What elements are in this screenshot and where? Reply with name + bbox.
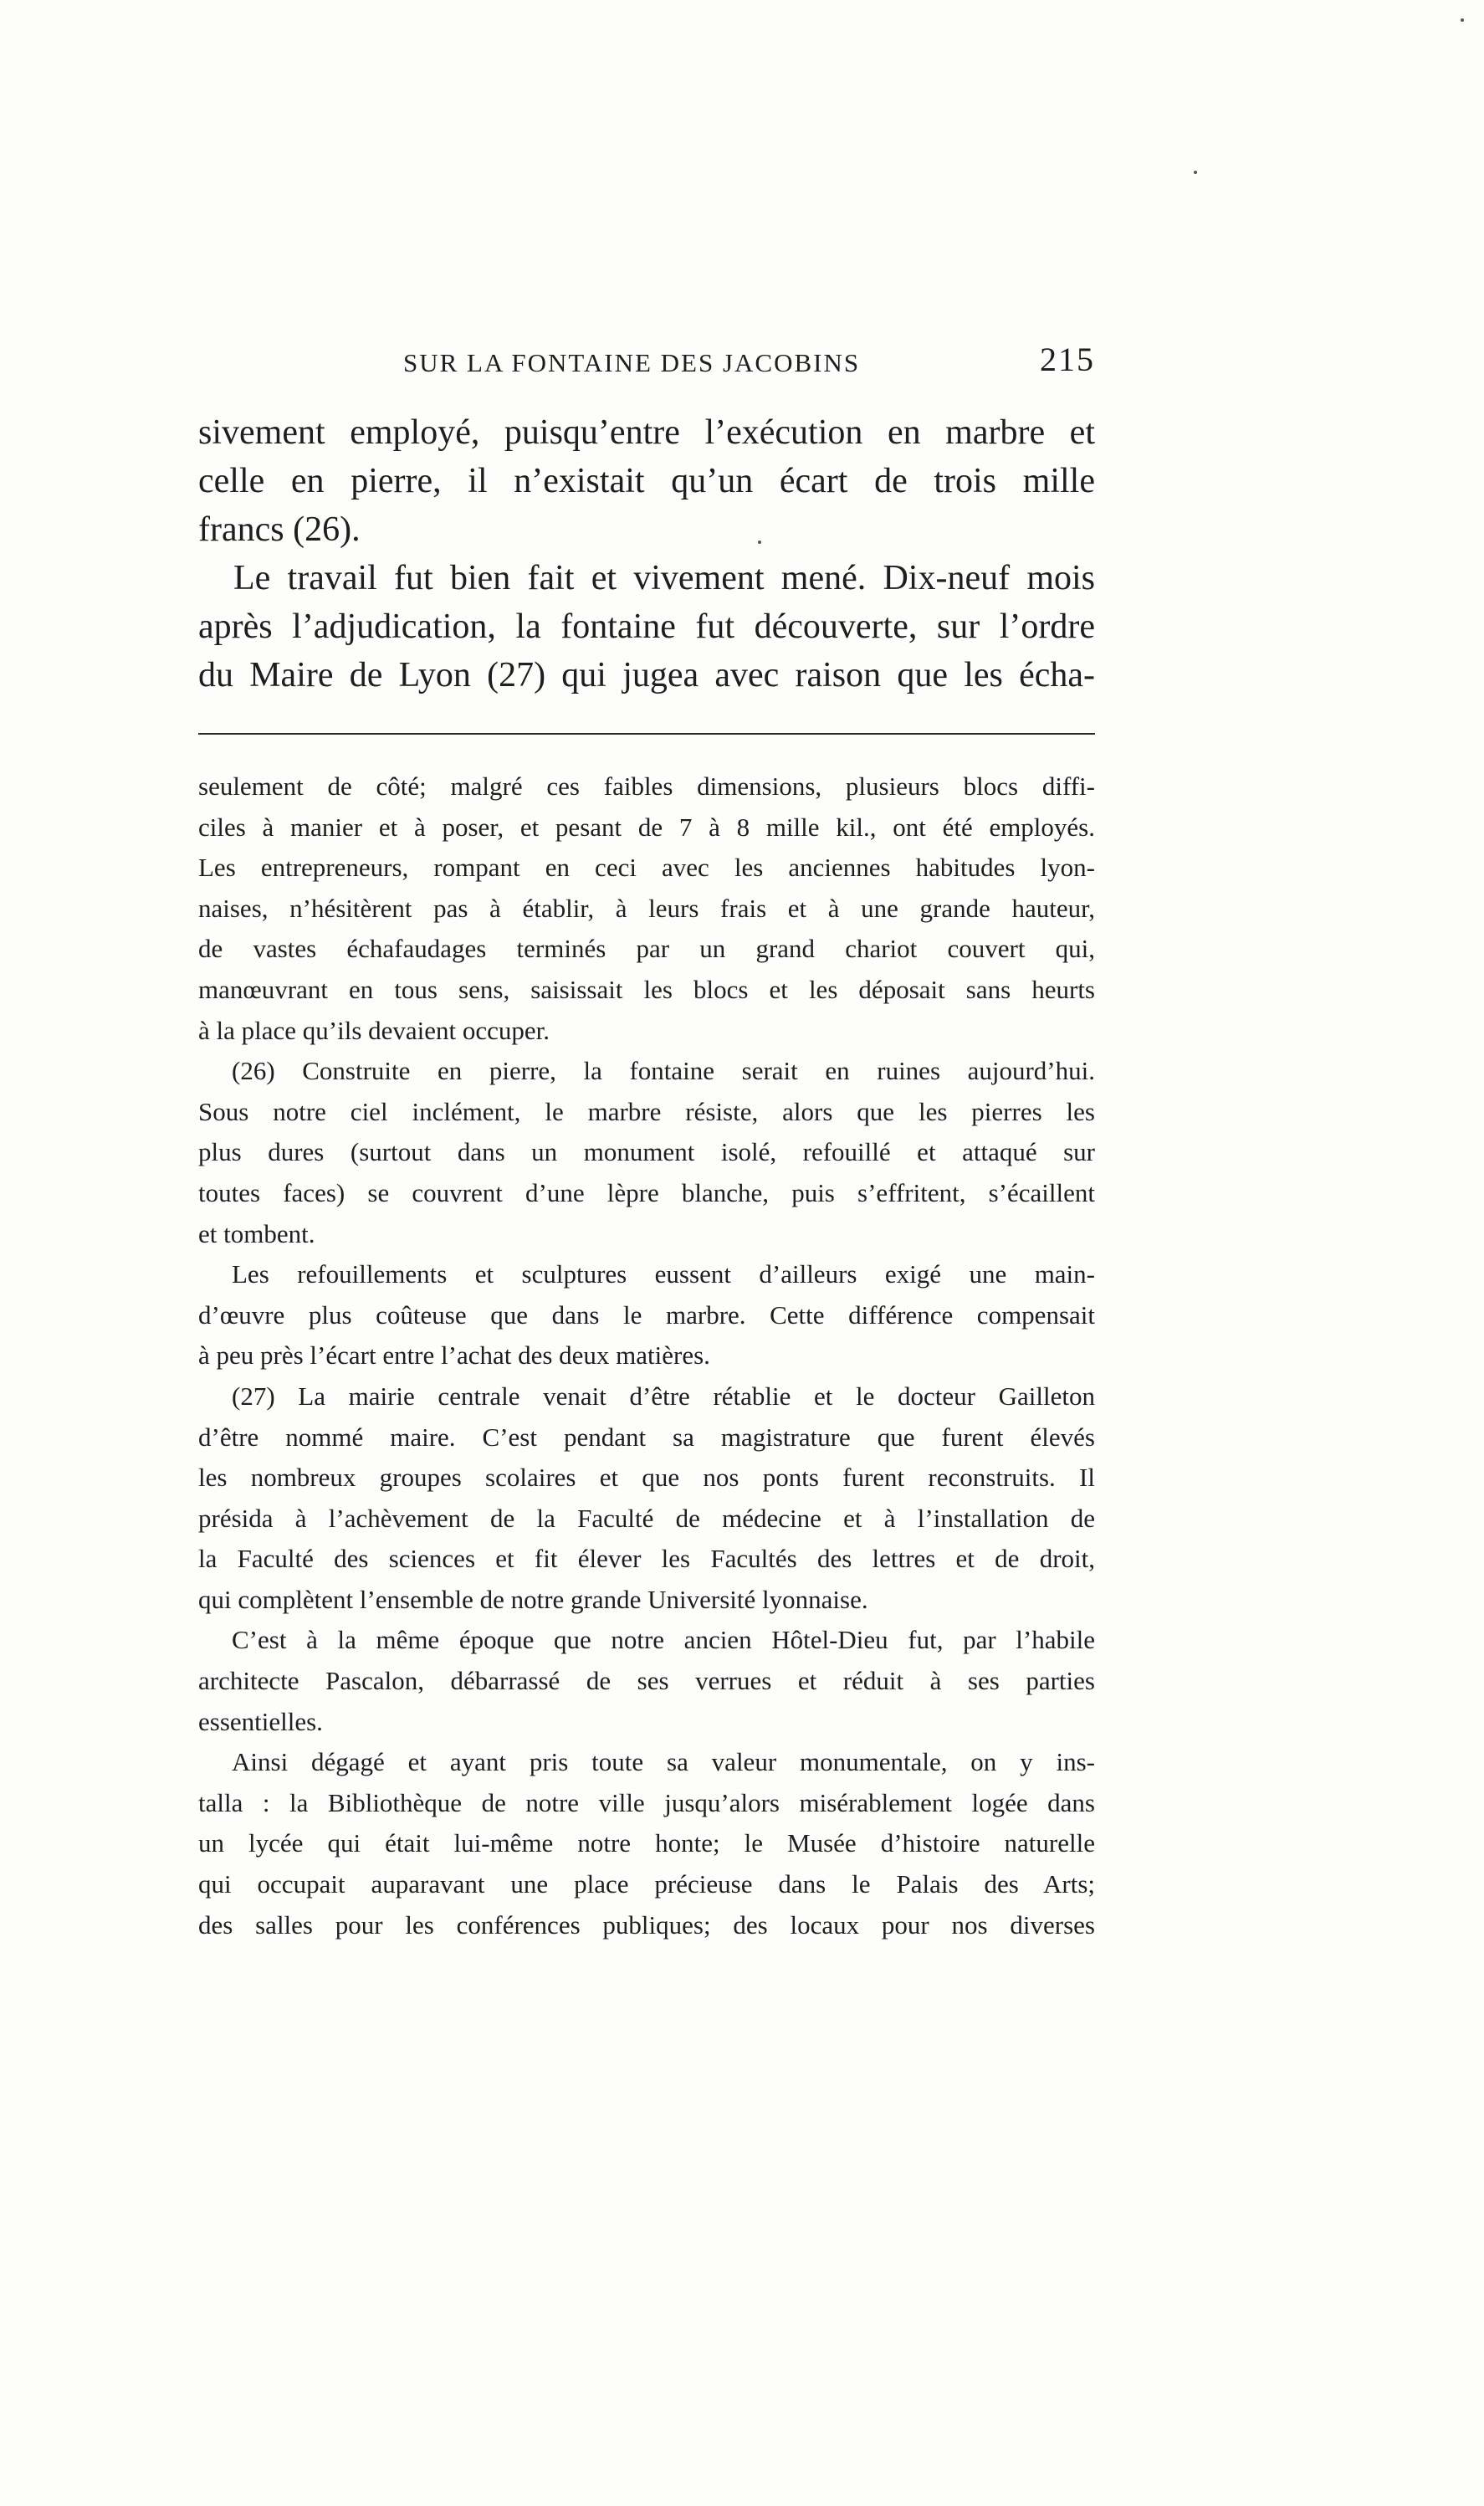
footnote-line: les nombreux groupes scolaires et que nos ponts furent reconstruits. Il (198, 1463, 1095, 1493)
text-line: sivement employé, puisqu’entre l’exécution en marbre et (198, 413, 1095, 452)
footnote-line: qui complètent l’ensemble de notre grande Université lyonnaise. (198, 1584, 868, 1614)
footnote-separator (198, 733, 1095, 735)
footnote-line: à peu près l’écart entre l’achat des deux matières. (198, 1340, 710, 1371)
footnotes (198, 766, 1095, 1945)
paper-speck (1461, 18, 1464, 22)
footnote-line: la Faculté des sciences et fit élever les Facultés des lettres et de droit, (198, 1544, 1095, 1574)
footnote-line: manœuvrant en tous sens, saisissait les blocs et les déposait sans heurts (198, 974, 1095, 1004)
footnote-line: ciles à manier et à poser, et pesant de 7 à 8 mille kil., ont été employés. (198, 812, 1095, 842)
text-line: du Maire de Lyon (27) qui jugea avec raison que les écha- (198, 656, 1095, 694)
running-title: SUR LA FONTAINE DES JACOBINS (403, 348, 861, 377)
footnote-line: un lycée qui était lui-même notre honte; le Musée d’histoire naturelle (198, 1828, 1095, 1858)
footnote-line: Les refouillements et sculptures eussent d’ailleurs exigé une main- (232, 1259, 1095, 1289)
footnote-line: et tombent. (198, 1218, 315, 1248)
text-line: Le travail fut bien fait et vivement mené. Dix-neuf mois (233, 559, 1095, 597)
text-line: francs (26). (198, 510, 361, 549)
text-line: après l’adjudication, la fontaine fut découverte, sur l’ordre (198, 607, 1095, 646)
footnote-line: architecte Pascalon, débarrassé de ses verrues et réduit à ses parties (198, 1666, 1095, 1696)
text-line: celle en pierre, il n’existait qu’un écart de trois mille (198, 462, 1095, 500)
footnote-line: de vastes échafaudages terminés par un grand chariot couvert qui, (198, 934, 1095, 964)
footnote-line: seulement de côté; malgré ces faibles dimensions, plusieurs blocs diffi- (198, 771, 1095, 801)
footnote-line: C’est à la même époque que notre ancien Hôtel-Dieu fut, par l’habile (232, 1625, 1095, 1655)
footnote-line: des salles pour les conférences publiques; des locaux pour nos diverses (198, 1909, 1095, 1940)
footnote-line: d’être nommé maire. C’est pendant sa magistrature que furent élevés (198, 1422, 1095, 1452)
footnote-line: qui occupait auparavant une place précieuse dans le Palais des Arts; (198, 1869, 1095, 1899)
page-number: 215 (1040, 341, 1095, 378)
footnote-line: plus dures (surtout dans un monument isolé, refouillé et attaqué sur (198, 1137, 1095, 1167)
main-text (198, 408, 1095, 700)
footnote-line: Ainsi dégagé et ayant pris toute sa valeur monumentale, on y ins- (232, 1747, 1095, 1777)
footnote-line: à la place qu’ils devaient occuper. (198, 1015, 550, 1045)
footnote-line: (27) La mairie centrale venait d’être rétablie et le docteur Gailleton (232, 1381, 1095, 1411)
footnote-line: présida à l’achèvement de la Faculté de médecine et à l’installation de (198, 1503, 1095, 1533)
footnote-line: essentielles. (198, 1706, 323, 1736)
paper-speck (1194, 171, 1197, 174)
footnote-line: (26) Construite en pierre, la fontaine serait en ruines aujourd’hui. (232, 1056, 1095, 1086)
footnote-line: naises, n’hésitèrent pas à établir, à leurs frais et à une grande hauteur, (198, 893, 1095, 923)
footnote-line: Sous notre ciel inclément, le marbre résiste, alors que les pierres les (198, 1096, 1095, 1126)
footnote-line: Les entrepreneurs, rompant en ceci avec les anciennes habitudes lyon- (198, 853, 1095, 883)
footnote-line: toutes faces) se couvrent d’une lèpre blanche, puis s’effritent, s’écaillent (198, 1177, 1095, 1207)
page-header (198, 336, 1095, 387)
footnote-line: talla : la Bibliothèque de notre ville jusqu’alors misérablement logée dans (198, 1787, 1095, 1817)
footnote-line: d’œuvre plus coûteuse que dans le marbre. Cette différence compensait (198, 1299, 1095, 1330)
